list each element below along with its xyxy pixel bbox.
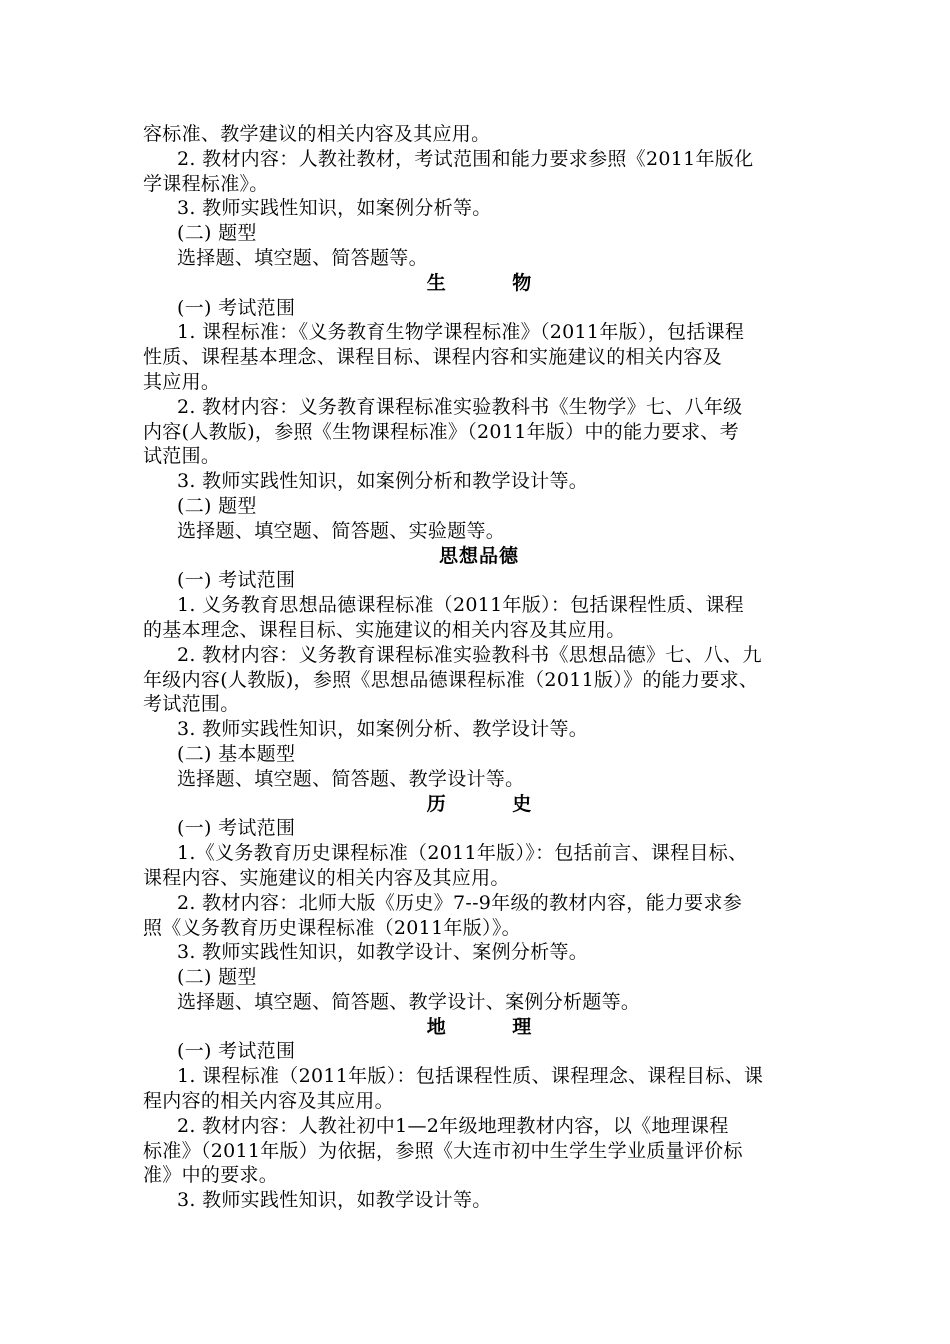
section-heading-history: 历 史 — [426, 792, 562, 815]
text-line: 标准》（2011年版）为依据，参照《大连市初中生学生学业质量评价标 — [143, 1139, 743, 1162]
text-line: 容标准、教学建议的相关内容及其应用。 — [143, 123, 491, 145]
text-line: 3. 教师实践性知识，如案例分析、教学设计等。 — [177, 718, 589, 741]
text-line: 2. 教材内容：北师大版《历史》7--9年级的教材内容，能力要求参 — [177, 891, 743, 914]
text-line: 性质、课程基本理念、课程目标、课程内容和实施建议的相关内容及 — [143, 346, 723, 369]
text-line: 选择题、填空题、简答题等。 — [177, 246, 428, 269]
text-line: 程内容的相关内容及其应用。 — [143, 1090, 394, 1113]
text-line: 年级内容(人教版)，参照《思想品德课程标准（2011版）》的能力要求、 — [143, 668, 759, 691]
text-line: (一) 考试范围 — [177, 1040, 296, 1063]
text-line: 3. 教师实践性知识，如教学设计、案例分析等。 — [177, 941, 589, 964]
text-line: 1. 课程标准：《义务教育生物学课程标准》（2011年版），包括课程 — [177, 321, 745, 344]
text-line: 2. 教材内容：人教社教材，考试范围和能力要求参照《2011年版化 — [177, 147, 754, 170]
document-page — [143, 122, 815, 1213]
text-line: 1. 义务教育思想品德课程标准（2011年版）：包括课程性质、课程 — [177, 594, 744, 617]
text-line: 1.《义务教育历史课程标准（2011年版）》：包括前言、课程目标、 — [177, 842, 748, 865]
text-line: (一) 考试范围 — [177, 296, 296, 319]
text-line: 3. 教师实践性知识，如案例分析等。 — [177, 197, 492, 220]
text-line: 照《义务教育历史课程标准（2011年版）》。 — [143, 916, 521, 939]
text-line: 选择题、填空题、简答题、实验题等。 — [177, 519, 506, 542]
text-line: 3. 教师实践性知识，如案例分析和教学设计等。 — [177, 470, 589, 493]
text-line: 准》中的要求。 — [143, 1164, 279, 1187]
text-line: 2. 教材内容：义务教育课程标准实验教科书《生物学》七、八年级 — [177, 395, 743, 418]
text-line: (二) 基本题型 — [177, 742, 296, 765]
section-heading-biology: 生 物 — [426, 271, 562, 294]
text-line: 学课程标准》。 — [143, 172, 269, 195]
text-line: 考试范围。 — [143, 693, 240, 716]
text-line: (一) 考试范围 — [177, 569, 296, 592]
section-heading-ethics: 思想品德 — [438, 544, 519, 567]
text-line: 1. 课程标准（2011年版）：包括课程性质、课程理念、课程目标、课 — [177, 1065, 764, 1088]
text-line: 其应用。 — [143, 370, 221, 393]
text-line: 课程内容、实施建议的相关内容及其应用。 — [143, 866, 510, 889]
text-line: (一) 考试范围 — [177, 817, 296, 840]
text-line: (二) 题型 — [177, 494, 257, 517]
text-line: 选择题、填空题、简答题、教学设计、案例分析题等。 — [177, 990, 641, 1013]
text-line: 试范围。 — [143, 445, 221, 468]
text-line: (二) 题型 — [177, 966, 257, 989]
text-line: 2. 教材内容：人教社初中1—2年级地理教材内容，以《地理课程 — [177, 1114, 729, 1137]
text-line: 的基本理念、课程目标、实施建议的相关内容及其应用。 — [143, 618, 626, 641]
section-heading-geography: 地 理 — [426, 1015, 562, 1038]
text-line: 选择题、填空题、简答题、教学设计等。 — [177, 767, 525, 790]
text-line: 内容(人教版)，参照《生物课程标准》（2011年版）中的能力要求、考 — [143, 420, 739, 443]
text-line: 2. 教材内容：义务教育课程标准实验教科书《思想品德》七、八、九 — [177, 643, 762, 666]
text-line: 3. 教师实践性知识，如教学设计等。 — [177, 1189, 492, 1212]
text-line: (二) 题型 — [177, 222, 257, 245]
